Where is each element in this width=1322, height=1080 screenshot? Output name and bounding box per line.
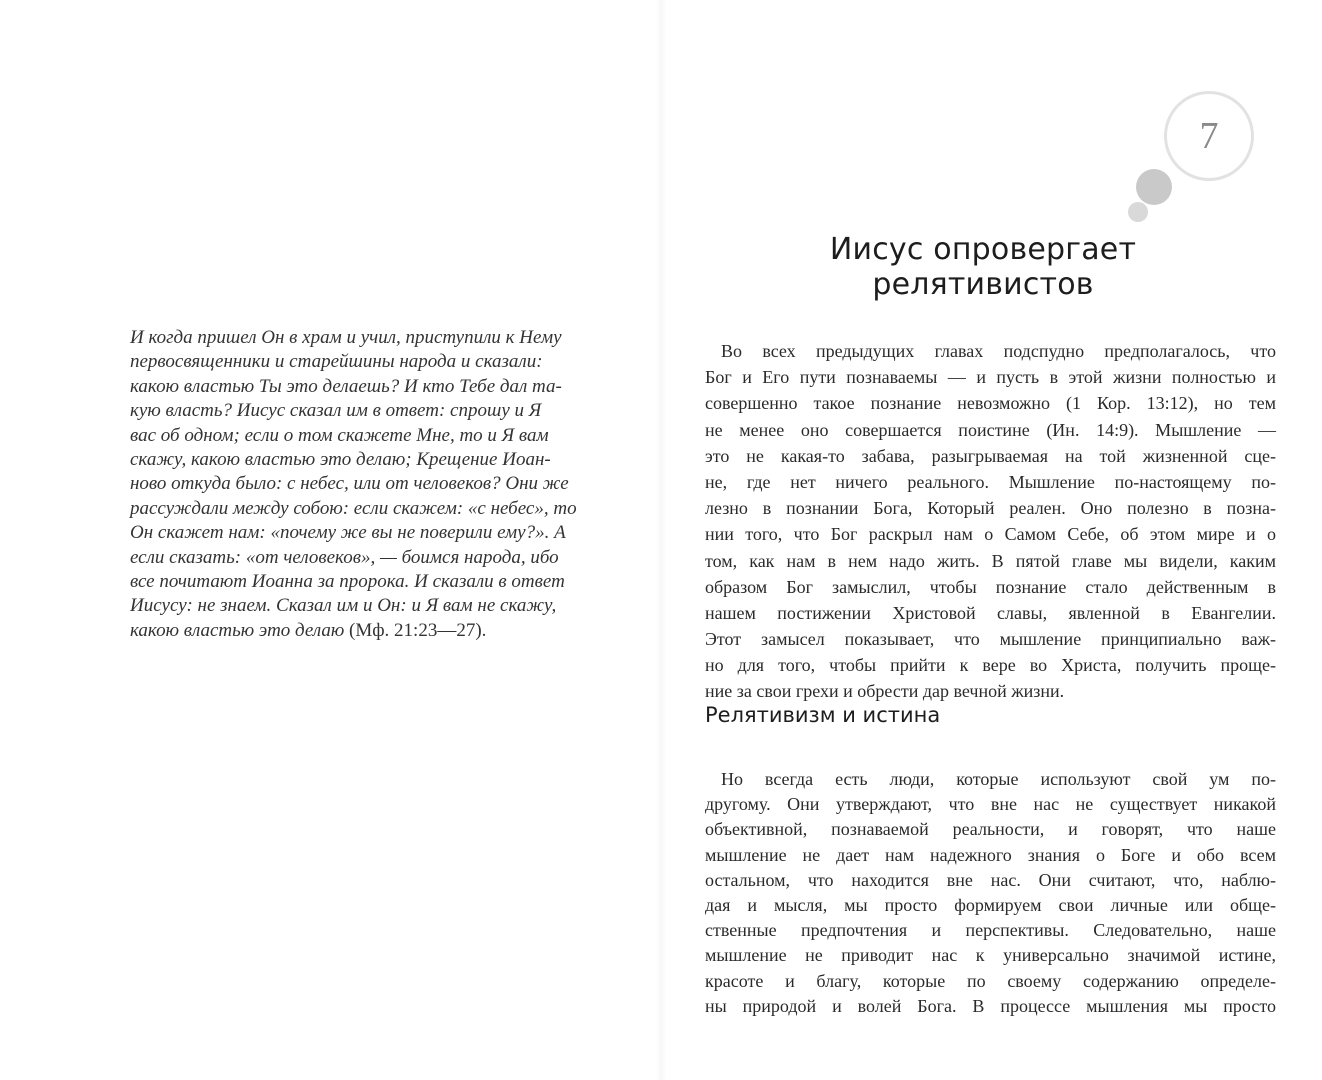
epigraph-line: кую власть? Иисус сказал им в ответ: спрошу и Я (130, 400, 542, 422)
chapter-number-badge (1163, 88, 1322, 228)
epigraph-line: если сказать: «от человеков», — боимся народа, ибо (130, 546, 559, 568)
epigraph-line: первосвященники и старейшины народа и сказали: (130, 351, 543, 373)
text-line: объективной, познаваемой реальности, и говорят, что наше (705, 819, 1276, 840)
paragraph-intro (705, 338, 1276, 705)
text-line: остальном, что находится вне нас. Они считают, что, наблю- (705, 869, 1276, 890)
epigraph (130, 326, 577, 643)
epigraph-line: какою властью Ты это делаешь? И кто Тебе дал та- (130, 375, 562, 397)
epigraph-line: И когда пришел Он в храм и учил, приступили к Нему (130, 327, 562, 348)
right-page (661, 0, 1322, 1080)
text-line: но для того, чтобы прийти к вере во Христа, получить проще- (705, 655, 1276, 676)
chapter-number: 7 (1199, 115, 1219, 157)
text-line: дая и мысля, мы просто формируем свои личные или обще- (705, 894, 1276, 915)
chapter-title: Иисус опровергает релятивистов (829, 232, 1137, 302)
epigraph-last-text: какою властью это делаю (130, 619, 345, 641)
text-line: Этот замысел показывает, что мышление принципиально важ- (705, 629, 1276, 650)
text-line: не, где нет ничего реального. Мышление по-настоящему по- (705, 471, 1276, 492)
text-line: Во всех предыдущих главах подспудно предполагалось, что (721, 341, 1276, 361)
epigraph-line: вас об одном; если о том скажете Мне, то и Я вам (130, 424, 549, 446)
text-line: том, как нам в нем надо жить. В пятой главе мы видели, каким (705, 550, 1276, 571)
text-line: Бог и Его пути познаваемы — и пусть в этой жизни полностью и (705, 367, 1276, 388)
text-line: нии того, что Бог раскрыл нам о Самом Себе, об этом мире и о (705, 524, 1276, 545)
scripture-reference: (Мф. 21:23—27). (349, 619, 487, 641)
text-line: лезно в познании Бога, Который реален. Оно полезно в позна- (705, 498, 1276, 519)
paragraph-relativism (705, 767, 1276, 1019)
text-line: это не какая-то забава, разыгрываемая на той жизненной сце- (705, 445, 1276, 466)
section-heading: Релятивизм и истина (705, 703, 941, 727)
decorative-circle (1128, 202, 1148, 222)
text-line: ственные предпочтения и перспективы. Следовательно, наше (705, 920, 1276, 941)
epigraph-line: рассуждали между собою: если скажем: «с небес», то (130, 497, 577, 519)
text-line: ны природой и волей Бога. В процессе мышления мы просто (705, 995, 1276, 1016)
epigraph-line: скажу, какою властью это делаю; Крещение Иоан- (130, 448, 551, 470)
text-line: мышление не приводит нас к универсально значимой истине, (705, 945, 1276, 966)
text-line: другому. Они утверждают, что вне нас не существует никакой (705, 794, 1276, 815)
text-line: красоте и благу, которые по своему содержанию определе- (705, 970, 1276, 991)
epigraph-line: Иисусу: не знаем. Сказал им и Он: и Я вам не скажу, (130, 595, 557, 617)
text-line: не менее оно совершается поистине (Ин. 14:9). Мышление — (705, 419, 1276, 440)
text-line: ние за свои грехи и обрести дар вечной жизни. (705, 681, 1065, 702)
text-line: мышление не дает нам надежного знания о Боге и обо всем (705, 844, 1276, 865)
text-line: Но всегда есть люди, которые используют свой ум по- (721, 769, 1276, 789)
text-line: образом Бог замыслил, чтобы познание стало действенным в (705, 576, 1276, 597)
text-line: совершенно такое познание невозможно (1 Кор. 13:12), но тем (705, 393, 1276, 414)
epigraph-line: Он скажет нам: «почему же вы не поверили ему?». А (130, 522, 566, 544)
text-line: нашем постижении Христовой славы, явленной в Евангелии. (705, 602, 1276, 623)
epigraph-line-last (130, 619, 528, 643)
epigraph-line: ново откуда было: с небес, или от человеков? Они же (130, 473, 569, 495)
epigraph-line: все почитают Иоанна за пророка. И сказали в ответ (130, 570, 565, 592)
